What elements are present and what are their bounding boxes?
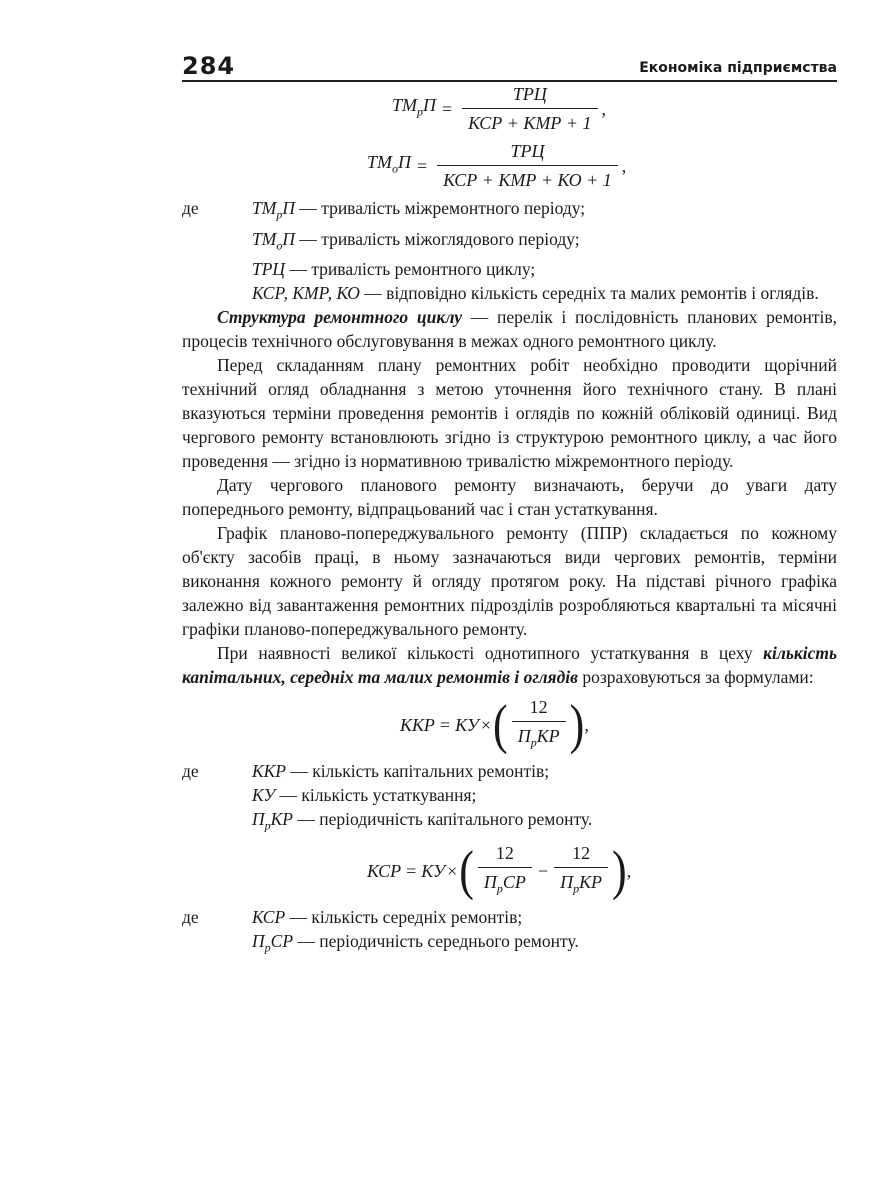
numerator: 12 (495, 843, 514, 864)
numerator: 12 (572, 843, 591, 864)
numerator: 12 (529, 697, 548, 717)
numerator: ТРЦ (510, 141, 545, 161)
equals-sign: = (442, 98, 453, 119)
minus-sign: − (537, 860, 549, 881)
formula-kkr (182, 695, 837, 755)
fraction (462, 82, 597, 135)
definitions-list (182, 759, 837, 838)
fraction (512, 695, 566, 755)
definition-lead: де (182, 760, 199, 781)
times-sign: × (480, 714, 492, 735)
definition-lead: де (182, 198, 199, 218)
formula-factor: КУ (421, 860, 446, 881)
page-number: 284 (182, 52, 236, 80)
definition-item: КСР, КМР, КО — відповідно кількість середніх та малих ремонтів і оглядів. (252, 283, 819, 303)
comma: , (584, 714, 589, 735)
formula-tmrp (182, 82, 837, 135)
left-paren: ( (493, 693, 508, 755)
denominator: $П_рКР$ (554, 867, 608, 901)
formula-factor: КУ (455, 714, 479, 735)
formula-lhs: $ТМ_рП$ (392, 95, 437, 119)
definition-item: $П_рКР$ — періодичність капітального ремонту. (252, 808, 593, 833)
denominator: КСР + КМР + КО + 1 (437, 165, 618, 192)
comma: , (626, 860, 632, 881)
formula-ksr (182, 841, 837, 901)
equals-sign: = (417, 155, 428, 176)
paragraph: Графік планово-попереджувального ремонту (ППР) складається по кожному об'єкту засобів праці, в ньому зазначаються види чергових ремонтів, терміни виконання кожного ремонту й огляду протягом року. На підставі річного графіка залежно від завантаження ремонтних підрозділів розробляються квартальні та місячні графіки планово-попереджувального ремонту. (182, 523, 837, 639)
definitions-list (182, 905, 837, 960)
right-paren: ) (612, 839, 627, 901)
definition-item: $П_рСР$ — періодичність середнього ремонту. (252, 930, 579, 955)
formula-lhs: КСР (367, 860, 402, 881)
denominator: КСР + КМР + 1 (462, 108, 597, 135)
comma: , (601, 98, 607, 119)
formula-tmop (182, 139, 837, 192)
formula-lhs: ККР (400, 714, 435, 735)
definition-lead: де (182, 906, 199, 927)
paragraph-structure: Структура ремонтного циклу — перелік і послідовність планових ремонтів, процесів технічного обслуговування в межах одного ремонтного циклу. (182, 307, 837, 351)
numerator: ТРЦ (512, 84, 547, 104)
right-paren: ) (569, 693, 585, 755)
page-content (182, 78, 837, 959)
fraction (437, 139, 618, 192)
formula-lhs: $ТМ_оП$ (367, 152, 412, 176)
left-paren: ( (459, 839, 474, 901)
definition-item: ТРЦ — тривалість ремонтного циклу; (252, 259, 536, 279)
definitions-list (182, 196, 837, 305)
running-title: Економіка підприємства (639, 60, 837, 76)
paragraph: При наявності великої кількості однотипного устаткування в цеху кількість капітальних, середніх та малих ремонтів і оглядів розраховуються за формулами: (182, 643, 837, 687)
equals-sign: = (406, 860, 417, 881)
paragraph: Перед складанням плану ремонтних робіт необхідно проводити щорічний технічний огляд обладнання з метою уточнення його технічного стану. В плані вказуються терміни проведення ремонтів і оглядів по кожній обліковій одиниці. Вид чергового ремонту встановлюють згідно із структурою ремонтного циклу, а час його проведення — згідно із нормативною тривалістю міжремонтного періоду. (182, 355, 837, 471)
definition-item: КУ — кількість устаткування; (252, 784, 477, 805)
definition-item: де КСР — кількість середніх ремонтів; (182, 906, 523, 927)
times-sign: × (447, 860, 458, 881)
comma: , (621, 155, 627, 176)
definition-item: де $ТМ_рП$ — тривалість міжремонтного періоду; (182, 196, 837, 227)
fraction (478, 841, 532, 901)
definition-item: $ТМ_оП$ — тривалість міжоглядового періоду; (252, 228, 580, 252)
denominator: $П_рКР$ (512, 721, 566, 755)
equals-sign: = (439, 714, 451, 735)
denominator: $П_рСР$ (478, 867, 532, 901)
paragraph: Дату чергового планового ремонту визначають, беручи до уваги дату попереднього ремонту, відпрацьований час і стан устаткування. (182, 475, 837, 519)
fraction (554, 841, 608, 901)
definition-item: де ККР — кількість капітальних ремонтів; (182, 760, 550, 781)
